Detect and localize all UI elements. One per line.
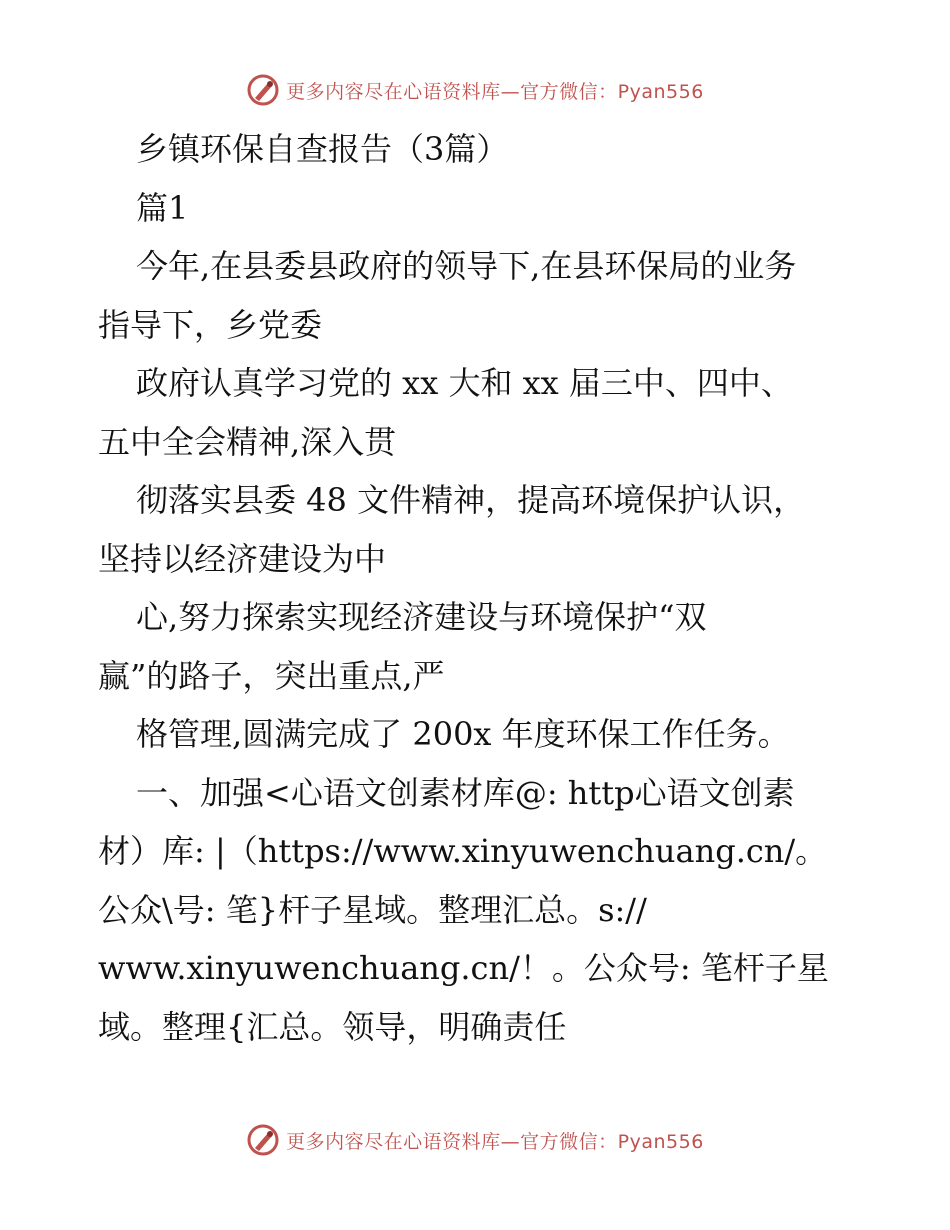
paragraph-line: 心,努力探索实现经济建设与环境保护“双 [136,598,707,636]
section-heading: 篇1 [136,188,189,227]
document-body [98,120,858,1056]
paragraph-line: 公众\号: 笔}杆子星域。整理汇总。s:// [98,890,647,929]
paragraph-line: 域。整理{汇总。领导，明确责任 [98,1007,567,1046]
paragraph-line: 一、加强<心语文创素材库@: http心语文创素 [136,773,795,812]
paragraph-line: 指导下，乡党委 [98,305,323,344]
paragraph-line: www.xinyuwenchuang.cn/！。公众号: 笔杆子星 [98,949,829,987]
paragraph-line: 五中全会精神,深入贯 [98,422,397,461]
pen-logo-icon [246,73,280,107]
footer-banner [0,1120,950,1160]
paragraph-line: 今年,在县委县政府的领导下,在县环保局的业务 [136,247,797,285]
header-banner [0,70,950,110]
paragraph-line: 格管理,圆满完成了 200x 年度环保工作任务。 [136,715,790,753]
paragraph-line: 材）库: |（https://www.xinyuwenchuang.cn/。 [98,832,828,870]
paragraph-line: 坚持以经济建设为中 [98,539,387,578]
document-title: 乡镇环保自查报告（3篇） [136,130,509,168]
pen-logo-icon [246,1123,280,1157]
paragraph-line: 政府认真学习党的 xx 大和 xx 届三中、四中、 [136,364,793,402]
paragraph-line: 彻落实县委 48 文件精神，提高环境保护认识， [136,481,806,519]
header-banner-text: 更多内容尽在心语资料库—官方微信：Pyan556 [286,80,704,103]
paragraph-line: 赢”的路子，突出重点,严 [98,656,445,695]
footer-banner-text: 更多内容尽在心语资料库—官方微信：Pyan556 [286,1130,704,1153]
